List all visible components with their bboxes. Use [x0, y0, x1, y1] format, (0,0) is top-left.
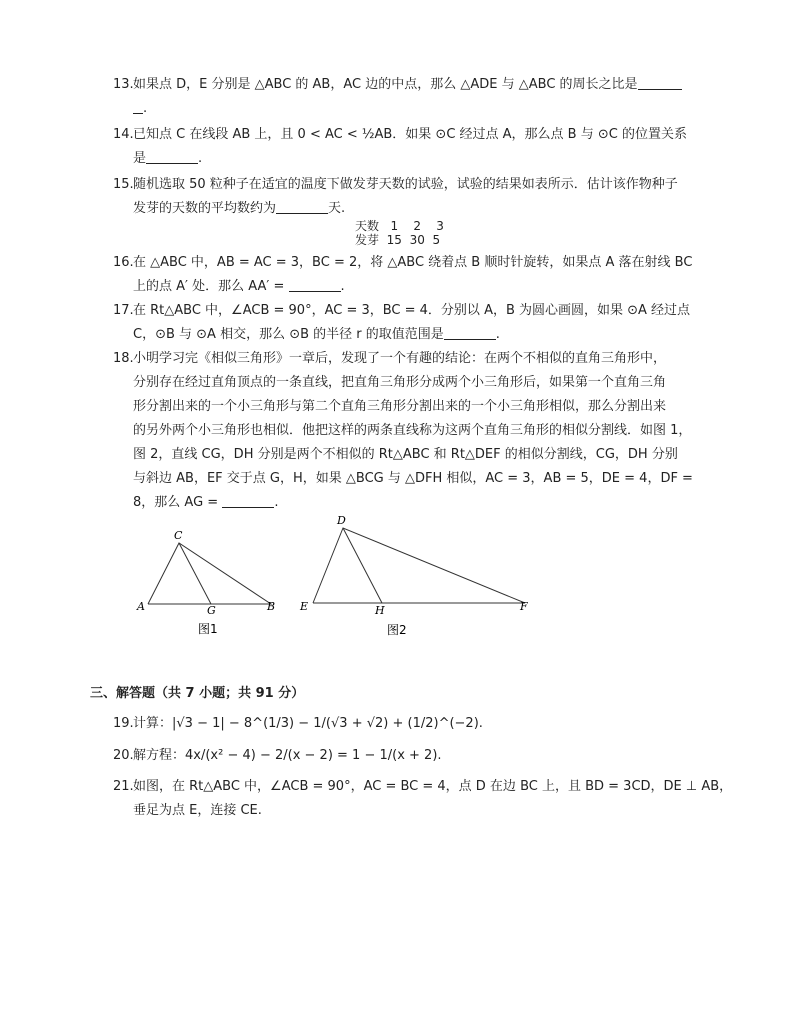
answer-blank[interactable]: [146, 149, 198, 164]
question-line: 的另外两个小三角形也相似．他把这样的两条直线称为这两个直角三角形的相似分割线．如图 1，: [133, 423, 692, 438]
label-d: D: [337, 514, 346, 527]
question-number: 18.: [113, 351, 134, 366]
question-line: 分别存在经过直角顶点的一条直线，把直角三角形分成两个小三角形后，如果第一个直角三角: [133, 375, 667, 390]
answer-blank[interactable]: [133, 99, 143, 114]
question-text: 如果点 D，E 分别是 △ABC 的 AB，AC 边的中点，那么 △ADE 与 △ABC 的周长之比是: [133, 77, 638, 92]
question-17: [113, 299, 753, 347]
question-line: 小明学习完《相似三角形》一章后，发现了一个有趣的结论：在两个不相似的直角三角形中，: [133, 351, 667, 366]
label-g: G: [207, 604, 216, 617]
question-number: 19.: [113, 716, 134, 731]
question-line: 图 2，直线 CG，DH 分别是两个不相似的 Rt△ABC 和 Rt△DEF 的相似分割线，CG，DH 分别: [133, 447, 678, 462]
question-tail: .: [274, 495, 279, 510]
question-15: [113, 173, 753, 221]
question-tail: .: [198, 151, 203, 166]
question-tail: .: [143, 101, 148, 116]
triangle-def: [313, 528, 525, 603]
label-c: C: [174, 530, 183, 542]
question-text: C，⊙B 与 ⊙A 相交，那么 ⊙B 的半径 r 的取值范围是: [133, 327, 444, 342]
question-text: 在 △ABC 中，AB = AC = 3，BC = 2，将 △ABC 绕着点 B 顺时针旋转，如果点 A 落在射线 BC: [133, 255, 693, 270]
germination-table: [355, 219, 444, 247]
label-f: F: [520, 600, 528, 613]
answer-blank[interactable]: [444, 325, 496, 340]
question-text: 计算：|√3 − 1| − 8^(1/3) − 1/(√3 + √2) + (1/2)^(−2).: [133, 716, 483, 731]
question-text: 在 Rt△ABC 中，∠ACB = 90°，AC = 3，BC = 4．分别以 A，B 为圆心画圆，如果 ⊙A 经过点: [133, 303, 691, 318]
section-heading: 三、解答题（共 7 小题；共 91 分）: [90, 686, 305, 701]
answer-blank[interactable]: [289, 277, 341, 292]
label-a: A: [137, 600, 145, 613]
question-number: 16.: [113, 255, 134, 270]
figure-caption: 图2: [387, 623, 407, 637]
figure-2: [295, 510, 540, 640]
question-number: 20.: [113, 748, 134, 763]
question-line: 形分割出来的一个小三角形与第二个直角三角形分割出来的一个小三角形相似，那么分割出来: [133, 399, 667, 414]
question-text: 如图，在 Rt△ABC 中，∠ACB = 90°，AC = BC = 4，点 D 在边 BC 上，且 BD = 3CD，DE ⊥ AB，: [133, 779, 733, 794]
question-number: 17.: [113, 303, 134, 318]
question-14: [113, 123, 753, 171]
question-text: 垂足为点 E，连接 CE.: [133, 803, 262, 818]
table-row: 天数 1 2 3: [355, 219, 444, 233]
question-text: 解方程：4x/(x² − 4) − 2/(x − 2) = 1 − 1/(x + 2).: [133, 748, 442, 763]
question-number: 14.: [113, 127, 134, 142]
question-text: 随机选取 50 粒种子在适宜的温度下做发芽天数的试验，试验的结果如表所示．估计该作物种子: [133, 177, 678, 192]
question-text: 是: [133, 151, 147, 166]
question-line: 与斜边 AB，EF 交于点 G，H，如果 △BCG 与 △DFH 相似，AC = 3，AB = 5，DE = 4，DF =: [133, 471, 693, 486]
triangle-abc: [148, 543, 271, 604]
answer-blank[interactable]: [276, 199, 328, 214]
segment-cg: [179, 543, 211, 604]
table-row: 发芽 15 30 5: [355, 233, 441, 247]
figure-caption: 图1: [198, 622, 218, 636]
label-b: B: [267, 600, 276, 613]
question-line: 8，那么 AG =: [133, 495, 223, 510]
question-16: [113, 251, 753, 299]
question-tail: .: [340, 279, 345, 294]
label-h: H: [375, 604, 385, 617]
question-tail: .: [495, 327, 500, 342]
question-13: [113, 73, 753, 121]
question-20: [113, 744, 753, 768]
question-19: [113, 712, 753, 736]
question-18: [113, 347, 753, 515]
question-number: 15.: [113, 177, 134, 192]
question-tail: 天.: [328, 201, 346, 216]
question-text: 上的点 A′ 处．那么 AA′ =: [133, 279, 289, 294]
segment-dh: [343, 528, 382, 603]
answer-blank[interactable]: [638, 75, 682, 90]
question-number: 13.: [113, 77, 134, 92]
question-text: 已知点 C 在线段 AB 上，且 0 < AC < ½AB．如果 ⊙C 经过点 A，那么点 B 与 ⊙C 的位置关系: [133, 127, 687, 142]
question-21: [113, 775, 753, 823]
answer-blank[interactable]: [222, 493, 274, 508]
question-text: 发芽的天数的平均数约为: [133, 201, 277, 216]
label-e: E: [300, 600, 309, 613]
question-number: 21.: [113, 779, 134, 794]
figure-1: [130, 530, 290, 640]
